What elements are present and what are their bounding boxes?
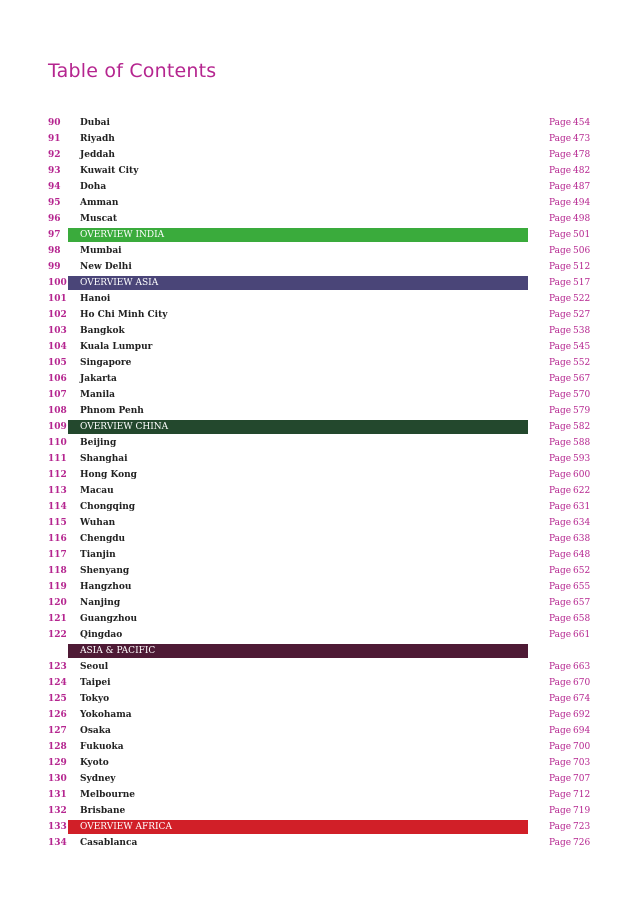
page-number: 723	[573, 822, 591, 832]
entry-title: Kyoto	[80, 758, 109, 768]
entry-number: 115	[48, 518, 67, 528]
entry-title: Bangkok	[80, 326, 125, 336]
section-title: OVERVIEW INDIA	[80, 230, 165, 240]
page-number: 454	[573, 118, 591, 128]
page-label: Page	[549, 246, 572, 256]
entry-number: 120	[48, 598, 67, 608]
entry-title: Guangzhou	[80, 614, 138, 624]
page-number: 593	[573, 454, 591, 464]
entry-number: 134	[48, 838, 67, 848]
page-number: 712	[573, 790, 591, 800]
entry-title: Sydney	[80, 774, 116, 784]
entry-title: Hanoi	[80, 294, 111, 304]
entry-number: 126	[48, 710, 67, 720]
page-number: 487	[573, 182, 591, 192]
page-number: 719	[573, 806, 591, 816]
entry-title: New Delhi	[80, 262, 132, 272]
entry-number: 112	[48, 470, 67, 480]
toc-row[interactable]	[48, 692, 591, 708]
page-number: 512	[573, 262, 591, 272]
entry-title: Taipei	[80, 678, 111, 688]
toc-row[interactable]	[48, 628, 591, 644]
entry-title: Hangzhou	[80, 582, 132, 592]
toc-section-row[interactable]	[48, 644, 591, 660]
toc-row[interactable]	[48, 116, 591, 132]
page-number: 692	[573, 710, 591, 720]
entry-number: 101	[48, 294, 67, 304]
toc-row[interactable]	[48, 372, 591, 388]
page-label: Page	[549, 630, 572, 640]
toc-row[interactable]	[48, 836, 591, 852]
page-label: Page	[549, 422, 572, 432]
entry-title: Casablanca	[80, 838, 138, 848]
page-label: Page	[549, 326, 572, 336]
page-title: Table of Contents	[48, 60, 217, 82]
toc-row[interactable]	[48, 468, 591, 484]
page-label: Page	[549, 710, 572, 720]
page-label: Page	[549, 438, 572, 448]
entry-number: 122	[48, 630, 67, 640]
entry-title: Hong Kong	[80, 470, 137, 480]
entry-title: Chongqing	[80, 502, 136, 512]
page-label: Page	[549, 262, 572, 272]
page-number: 655	[573, 582, 591, 592]
page-label: Page	[549, 566, 572, 576]
page-label: Page	[549, 278, 572, 288]
entry-number: 116	[48, 534, 67, 544]
entry-title: Kuala Lumpur	[80, 342, 153, 352]
section-title: ASIA & PACIFIC	[80, 646, 156, 656]
entry-title: Seoul	[80, 662, 109, 672]
page-number: 663	[573, 662, 591, 672]
page-label: Page	[549, 598, 572, 608]
toc-row[interactable]	[48, 324, 591, 340]
entry-number: 99	[48, 262, 61, 272]
page-number: 473	[573, 134, 591, 144]
section-title: OVERVIEW CHINA	[80, 422, 169, 432]
entry-number: 109	[48, 422, 67, 432]
toc-row[interactable]	[48, 532, 591, 548]
section-title: OVERVIEW AFRICA	[80, 822, 172, 832]
entry-number: 95	[48, 198, 61, 208]
toc-section-row[interactable]	[48, 420, 591, 436]
toc-section-row[interactable]	[48, 276, 591, 292]
page-number: 506	[573, 246, 591, 256]
page-label: Page	[549, 822, 572, 832]
toc-row[interactable]	[48, 164, 591, 180]
toc-section-row[interactable]	[48, 820, 591, 836]
page-number: 658	[573, 614, 591, 624]
page-label: Page	[549, 118, 572, 128]
entry-number: 96	[48, 214, 61, 224]
page-label: Page	[549, 582, 572, 592]
entry-title: Dubai	[80, 118, 110, 128]
toc-row[interactable]	[48, 196, 591, 212]
entry-number: 121	[48, 614, 67, 624]
page-number: 567	[573, 374, 591, 384]
entry-number: 127	[48, 726, 67, 736]
toc-row[interactable]	[48, 708, 591, 724]
page-label: Page	[549, 134, 572, 144]
entry-number: 94	[48, 182, 61, 192]
toc-row[interactable]	[48, 244, 591, 260]
page-label: Page	[549, 406, 572, 416]
page-label: Page	[549, 294, 572, 304]
page-label: Page	[549, 758, 572, 768]
entry-title: Qingdao	[80, 630, 123, 640]
page-label: Page	[549, 518, 572, 528]
entry-number: 114	[48, 502, 67, 512]
page-label: Page	[549, 838, 572, 848]
entry-number: 123	[48, 662, 67, 672]
toc-row[interactable]	[48, 452, 591, 468]
toc-row[interactable]	[48, 660, 591, 676]
entry-number: 106	[48, 374, 67, 384]
page-label: Page	[549, 614, 572, 624]
entry-title: Ho Chi Minh City	[80, 310, 168, 320]
entry-title: Fukuoka	[80, 742, 124, 752]
toc-row[interactable]	[48, 500, 591, 516]
page-number: 600	[573, 470, 591, 480]
entry-title: Chengdu	[80, 534, 126, 544]
entry-number: 100	[48, 278, 67, 288]
page-label: Page	[549, 678, 572, 688]
toc-row[interactable]	[48, 484, 591, 500]
entry-number: 125	[48, 694, 67, 704]
page-number: 674	[573, 694, 591, 704]
page-label: Page	[549, 230, 572, 240]
page-number: 700	[573, 742, 591, 752]
toc-row[interactable]	[48, 404, 591, 420]
entry-title: Tianjin	[80, 550, 116, 560]
toc-row[interactable]	[48, 564, 591, 580]
entry-title: Nanjing	[80, 598, 121, 608]
toc-row[interactable]	[48, 788, 591, 804]
page-label: Page	[549, 486, 572, 496]
entry-number: 118	[48, 566, 67, 576]
page-number: 552	[573, 358, 591, 368]
page-number: 631	[573, 502, 591, 512]
page-label: Page	[549, 470, 572, 480]
page-label: Page	[549, 166, 572, 176]
page-label: Page	[549, 390, 572, 400]
entry-number: 110	[48, 438, 67, 448]
page-label: Page	[549, 358, 572, 368]
toc-row[interactable]	[48, 580, 591, 596]
page-number: 545	[573, 342, 591, 352]
entry-number: 92	[48, 150, 61, 160]
page-number: 588	[573, 438, 591, 448]
toc-row[interactable]	[48, 292, 591, 308]
toc-row[interactable]	[48, 516, 591, 532]
page-number: 694	[573, 726, 591, 736]
entry-number: 98	[48, 246, 61, 256]
entry-number: 108	[48, 406, 67, 416]
page-number: 670	[573, 678, 591, 688]
entry-title: Shenyang	[80, 566, 130, 576]
entry-title: Singapore	[80, 358, 132, 368]
entry-title: Osaka	[80, 726, 111, 736]
page-number: 703	[573, 758, 591, 768]
entry-title: Doha	[80, 182, 107, 192]
page-number: 498	[573, 214, 591, 224]
page-label: Page	[549, 662, 572, 672]
toc-row[interactable]	[48, 676, 591, 692]
page-label: Page	[549, 742, 572, 752]
entry-number: 103	[48, 326, 67, 336]
page-label: Page	[549, 342, 572, 352]
entry-number: 129	[48, 758, 67, 768]
entry-number: 97	[48, 230, 61, 240]
entry-title: Amman	[80, 198, 119, 208]
entry-number: 128	[48, 742, 67, 752]
toc-section-row[interactable]	[48, 228, 591, 244]
toc-row[interactable]	[48, 548, 591, 564]
page-number: 478	[573, 150, 591, 160]
entry-title: Riyadh	[80, 134, 115, 144]
entry-number: 93	[48, 166, 61, 176]
entry-number: 119	[48, 582, 67, 592]
page-number: 579	[573, 406, 591, 416]
entry-title: Wuhan	[80, 518, 116, 528]
page-number: 648	[573, 550, 591, 560]
page-label: Page	[549, 150, 572, 160]
toc-row[interactable]	[48, 132, 591, 148]
entry-title: Melbourne	[80, 790, 135, 800]
page-number: 707	[573, 774, 591, 784]
page-label: Page	[549, 214, 572, 224]
entry-number: 90	[48, 118, 61, 128]
toc-row[interactable]	[48, 724, 591, 740]
page-label: Page	[549, 454, 572, 464]
page-number: 726	[573, 838, 591, 848]
toc-row[interactable]	[48, 804, 591, 820]
entry-title: Muscat	[80, 214, 118, 224]
page-label: Page	[549, 550, 572, 560]
toc-row[interactable]	[48, 740, 591, 756]
page-number: 582	[573, 422, 591, 432]
page-number: 482	[573, 166, 591, 176]
entry-number: 107	[48, 390, 67, 400]
entry-number: 117	[48, 550, 67, 560]
entry-title: Shanghai	[80, 454, 128, 464]
page-label: Page	[549, 790, 572, 800]
entry-title: Manila	[80, 390, 116, 400]
page-number: 622	[573, 486, 591, 496]
page-number: 522	[573, 294, 591, 304]
entry-title: Phnom Penh	[80, 406, 144, 416]
entry-title: Yokohama	[80, 710, 132, 720]
page-label: Page	[549, 694, 572, 704]
entry-number: 113	[48, 486, 67, 496]
entry-number: 111	[48, 454, 67, 464]
entry-number: 104	[48, 342, 67, 352]
toc-row[interactable]	[48, 308, 591, 324]
page-number: 538	[573, 326, 591, 336]
page-label: Page	[549, 182, 572, 192]
page-label: Page	[549, 806, 572, 816]
entry-number: 102	[48, 310, 67, 320]
page-label: Page	[549, 374, 572, 384]
toc-row[interactable]	[48, 260, 591, 276]
section-title: OVERVIEW ASIA	[80, 278, 159, 288]
entry-title: Beijing	[80, 438, 117, 448]
toc-row[interactable]	[48, 756, 591, 772]
page-number: 652	[573, 566, 591, 576]
entry-number: 91	[48, 134, 61, 144]
entry-title: Jakarta	[80, 374, 117, 384]
page-number: 657	[573, 598, 591, 608]
toc-row[interactable]	[48, 436, 591, 452]
page-label: Page	[549, 534, 572, 544]
entry-number: 131	[48, 790, 67, 800]
entry-number: 124	[48, 678, 67, 688]
entry-title: Macau	[80, 486, 114, 496]
page-label: Page	[549, 726, 572, 736]
entry-number: 130	[48, 774, 67, 784]
entry-number: 105	[48, 358, 67, 368]
page-number: 494	[573, 198, 591, 208]
toc-row[interactable]	[48, 148, 591, 164]
entry-number: 132	[48, 806, 67, 816]
toc-row[interactable]	[48, 612, 591, 628]
table-of-contents	[48, 116, 591, 852]
toc-row[interactable]	[48, 180, 591, 196]
entry-title: Brisbane	[80, 806, 126, 816]
page-number: 570	[573, 390, 591, 400]
page-label: Page	[549, 310, 572, 320]
page-label: Page	[549, 502, 572, 512]
page-number: 634	[573, 518, 591, 528]
entry-title: Tokyo	[80, 694, 110, 704]
page-number: 501	[573, 230, 591, 240]
page-number: 527	[573, 310, 591, 320]
page-number: 517	[573, 278, 591, 288]
page-number: 638	[573, 534, 591, 544]
entry-number: 133	[48, 822, 67, 832]
toc-row[interactable]	[48, 356, 591, 372]
entry-title: Mumbai	[80, 246, 122, 256]
toc-row[interactable]	[48, 212, 591, 228]
page-number: 661	[573, 630, 591, 640]
page-label: Page	[549, 198, 572, 208]
toc-row[interactable]	[48, 596, 591, 612]
toc-row[interactable]	[48, 388, 591, 404]
toc-row[interactable]	[48, 340, 591, 356]
entry-title: Kuwait City	[80, 166, 139, 176]
entry-title: Jeddah	[80, 150, 115, 160]
page-label: Page	[549, 774, 572, 784]
toc-row[interactable]	[48, 772, 591, 788]
